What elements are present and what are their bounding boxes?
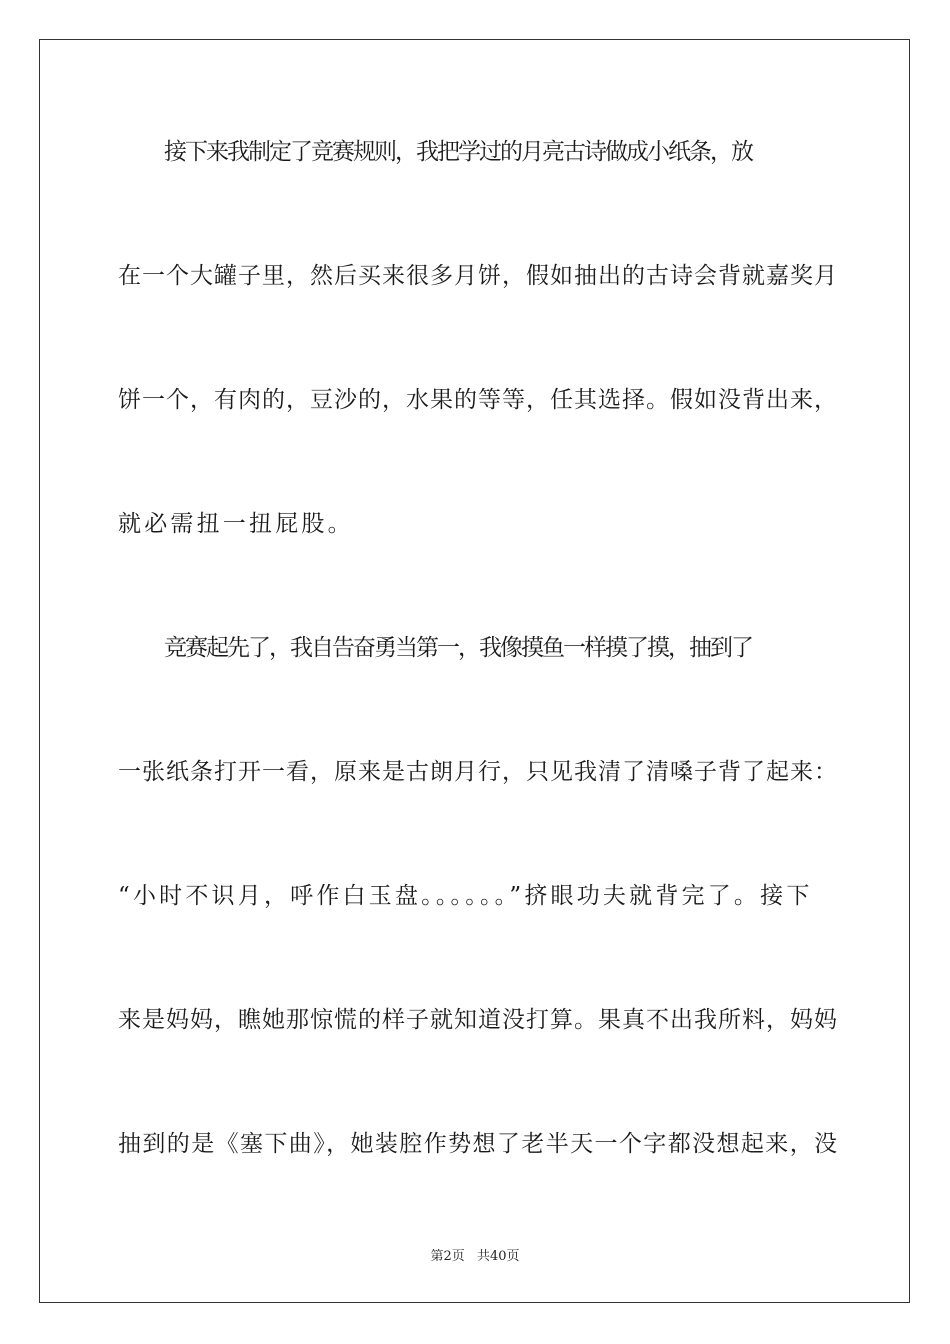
text-line: “小时不识月，呼作白玉盘。。。。。。”挤眼功夫就背完了。接下 (118, 883, 813, 909)
page-number: 第2页 (430, 1249, 465, 1264)
text-line: 接下来我制定了竞赛规则，我把学过的月亮古诗做成小纸条，放 (164, 139, 752, 165)
page-footer (0, 1248, 950, 1266)
text-line: 在一个大罐子里，然后买来很多月饼，假如抽出的古诗会背就嘉奖月 (118, 263, 838, 289)
page-total: 共40页 (476, 1249, 520, 1264)
text-line: 就必需扭一扭屁股。 (118, 511, 354, 537)
page-border (39, 39, 910, 1303)
text-line: 饼一个，有肉的，豆沙的，水果的等等，任其选择。假如没背出来， (118, 387, 838, 413)
text-line: 抽到的是《塞下曲》，她装腔作势想了老半天一个字都没想起来，没 (118, 1131, 839, 1157)
text-line: 一张纸条打开一看，原来是古朗月行，只见我清了清嗓子背了起来： (118, 759, 838, 785)
text-line: 来是妈妈，瞧她那惊慌的样子就知道没打算。果真不出我所料，妈妈 (118, 1007, 838, 1033)
text-line: 竞赛起先了，我自告奋勇当第一，我像摸鱼一样摸了摸，抽到了 (164, 635, 752, 661)
